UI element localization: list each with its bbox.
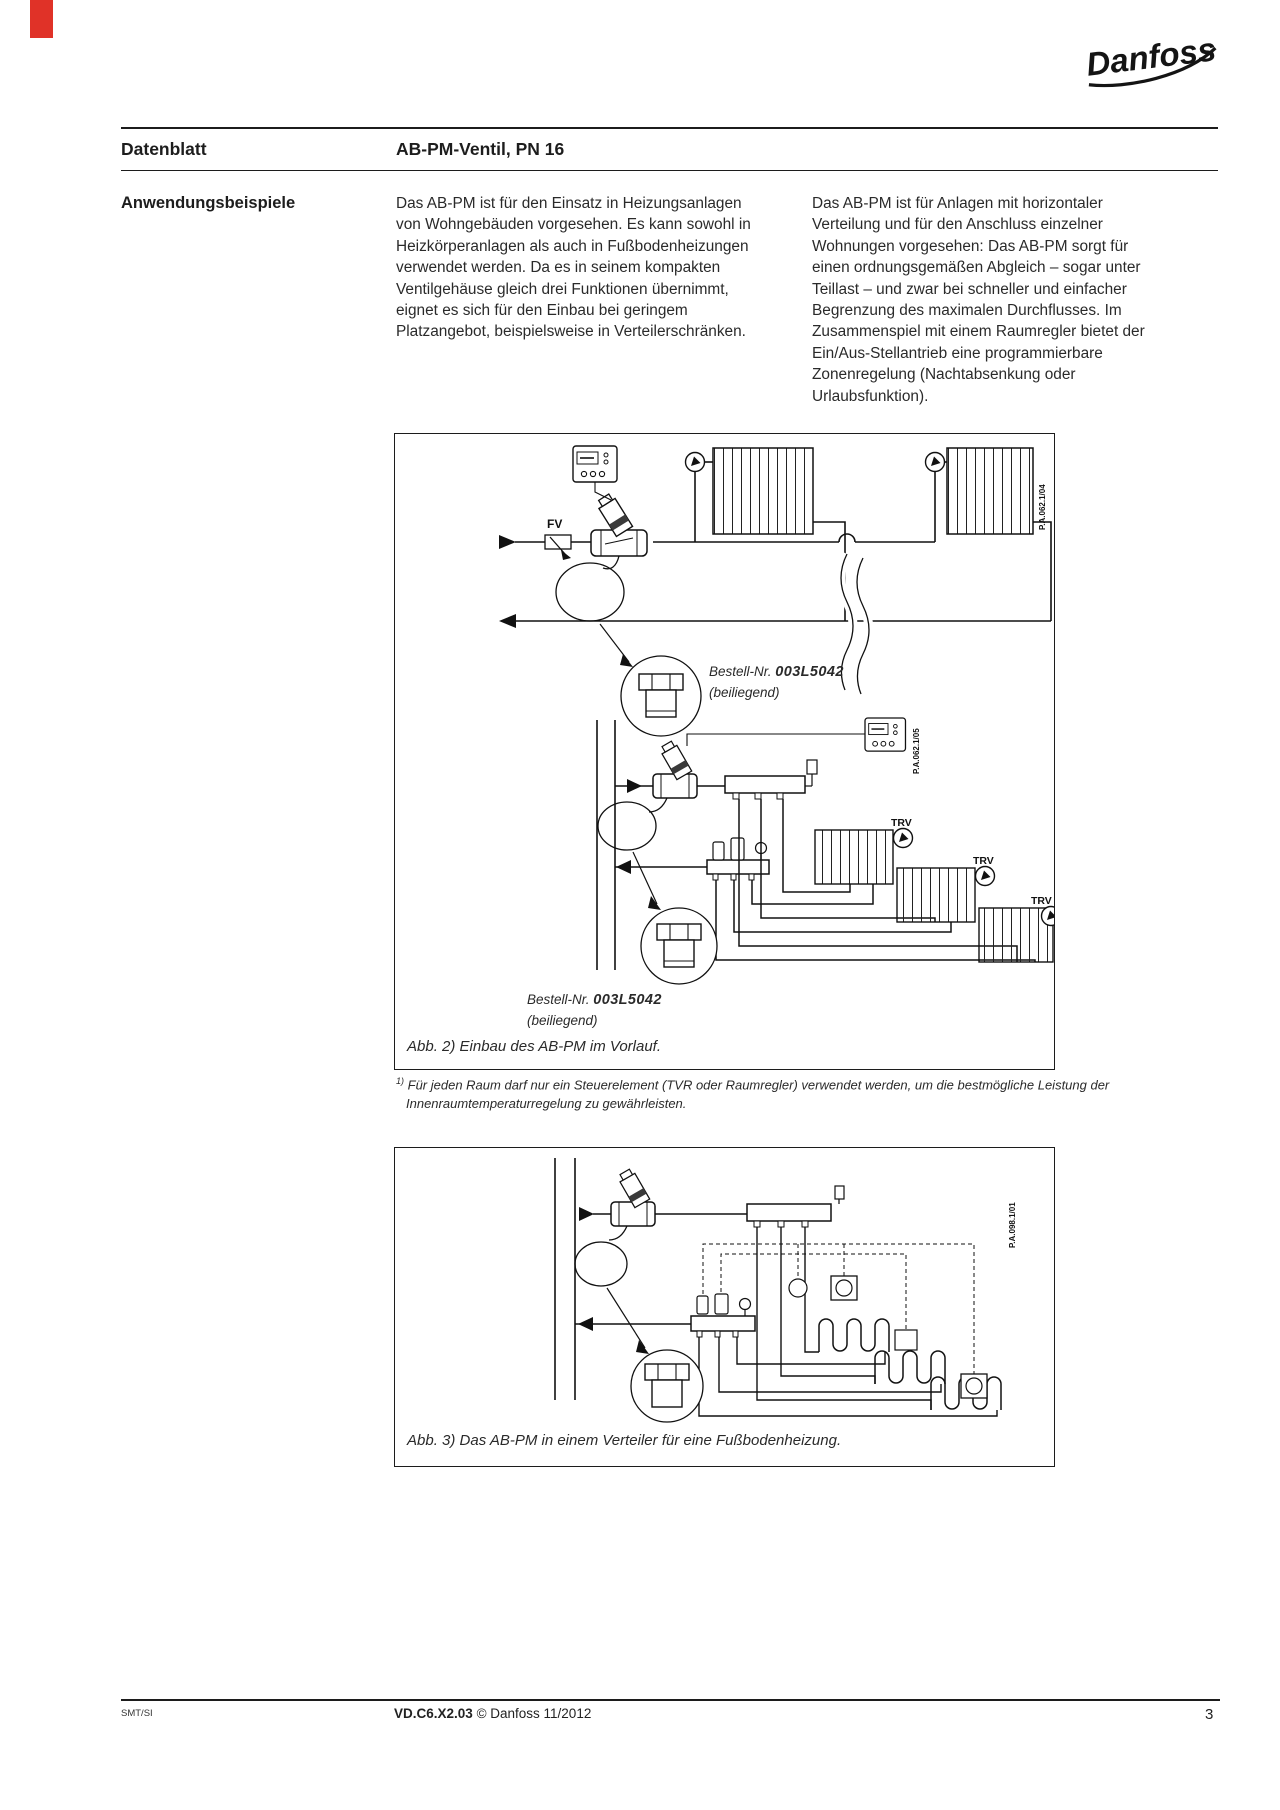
trv-head-b1 [894,829,913,848]
callout-leader-b [633,852,657,904]
radiator-a1 [713,448,813,534]
footnote-line1: $^{1)}$ Für jeden Raum darf nur ein Steuerelement (TVR oder Raumregler) verwendet werden, um die bestmögliche Leistung der [396,1076,1110,1093]
schematic-radiator-system [395,434,1054,1069]
page-number: 3 [1205,1706,1214,1723]
supply-manifold [725,760,817,799]
header-rule-top [121,127,1218,129]
figure-abb2 [394,433,1055,1070]
plug-fitting-b [657,924,701,967]
order-number-label-a: Bestell-Nr. 003L5042 [709,664,844,680]
footnote-line2: Innenraumtemperaturregelung zu gewährleisten. [406,1096,687,1111]
return-manifold [707,838,769,880]
page-title: AB-PM-Ventil, PN 16 [396,139,565,159]
radiator-a2 [947,448,1033,534]
footnote-marker: 1) [396,1076,405,1086]
sensor-circle [789,1279,807,1297]
trv-head-a2 [926,453,945,472]
room-thermostat-b [865,718,905,751]
red-bookmark [30,0,53,38]
room-thermostat-a [573,446,617,482]
pipe-break-waves [841,554,869,694]
thermostat-wire-b [687,734,865,746]
room-thermostat-2 [961,1374,987,1398]
callout-leader-floor [607,1288,645,1348]
junction-box [895,1330,917,1350]
danfoss-logo-text: Danfoss [1084,30,1218,83]
trv-label-3: TRV [1031,895,1052,907]
drawing-number-floor: P.A.098.1/01 [1008,1202,1017,1248]
order-number-enclosed-a: (beiliegend) [709,685,780,700]
return-arrow-left [499,614,516,628]
footer-rule [121,1699,1220,1701]
radiator-b2 [897,868,975,922]
strainer-fv [545,535,571,560]
figure1-caption: Abb. 2) Einbau des AB-PM im Vorlauf. [407,1038,662,1055]
fv-label: FV [547,517,563,531]
supply-manifold-floor [747,1186,844,1227]
room-thermostat-1 [831,1276,857,1300]
figure-abb3 [394,1147,1055,1467]
floor-loop-1 [819,1319,889,1352]
trv-label-2: TRV [973,855,994,867]
trv-label-1: TRV [891,817,912,829]
trv-head-a1 [686,453,705,472]
plug-fitting-a [639,674,683,717]
capillary-coil-floor [575,1226,627,1286]
order-number-enclosed-b: (beiliegend) [527,1013,598,1028]
trv-head-b3 [1042,907,1055,926]
plug-fitting-floor [645,1364,689,1407]
order-number-label-b: Bestell-Nr. 003L5042 [527,992,662,1008]
header-rule-bottom [121,170,1218,171]
drawing-number-a: P.A.062.1/04 [1038,484,1047,530]
capillary-coil-a [556,556,624,621]
figure2-caption: Abb. 3) Das AB-PM in einem Verteiler für eine Fußbodenheizung. [407,1432,842,1449]
doc-type-label: Datenblatt [121,139,207,159]
schematic-floor-heating [395,1148,1054,1466]
trv-head-b2 [976,867,995,886]
radiator-b1 [815,830,893,884]
danfoss-logo [1078,26,1224,88]
capillary-coil-b [598,798,667,850]
drawing-number-b: P.A.062.1/05 [912,728,921,774]
return-manifold-floor [691,1294,755,1337]
paragraph-col1: Das AB-PM ist für den Einsatz in Heizungsanlagen von Wohngebäuden vorgesehen. Es kann sowohl in Heizkörperanlagen als auch in Fußbodenheizungen verwendet werden. Da es in seinem kompakten Ventilgehäuse gleich drei Funktionen übernimmt, eignet es sich für den Einbau bei geringem Platzangebot, beispielsweise in Verteilerschränken. [396,195,751,341]
flow-arrow-right [499,535,516,549]
section-label: Anwendungsbeispiele [121,194,296,212]
footer-doc-code: VD.C6.X2.03 © Danfoss 11/2012 [394,1706,592,1721]
paragraph-col2: Das AB-PM ist für Anlagen mit horizontaler Verteilung und für den Anschluss einzelner Wohnungen vorgesehen: Das AB-PM sorgt für einen ordnungsgemäßen Abgleich – sogar unter Teillast – und zwar bei schneller und einfacher Begrenzung des maximalen Durchflusses. Im Zusammenspiel mit einem Raumregler bietet der Ein/Aus-Stellantrieb eine programmierbare Zonenregelung (Nachtabsenkung oder Urlaubsfunktion). [812,195,1145,405]
footer-left: SMT/SI [121,1708,153,1719]
